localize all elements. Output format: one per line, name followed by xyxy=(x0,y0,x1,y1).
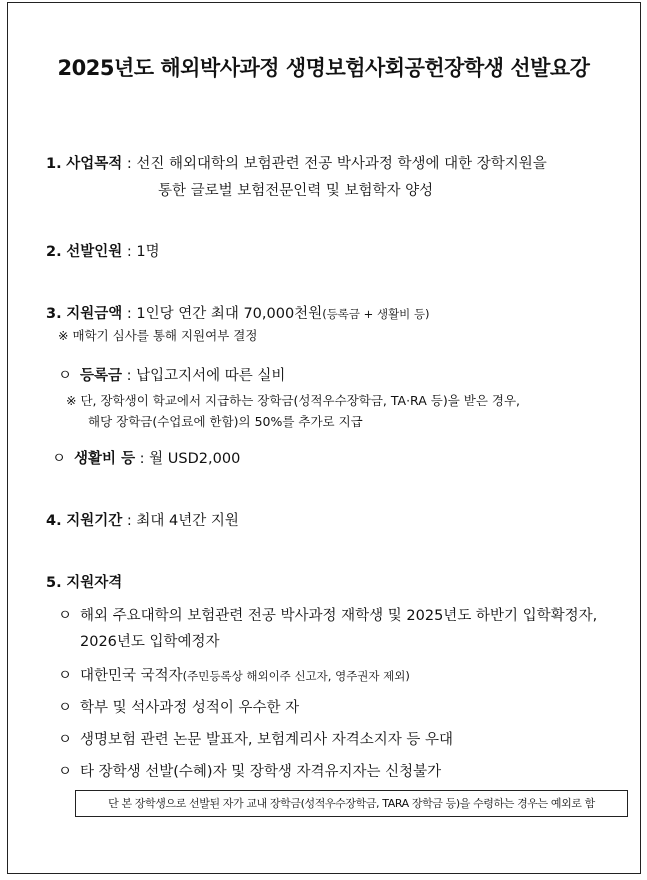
bullet-marker: ㅇ xyxy=(58,368,73,384)
amount-note: ※ 매학기 심사를 통해 지원여부 결정 xyxy=(58,328,258,343)
notice-box xyxy=(75,790,628,817)
section-heading: 선발인원 xyxy=(66,244,123,260)
bullet-marker: ㅇ xyxy=(58,764,73,780)
eligibility-item xyxy=(58,760,441,781)
section-number: 5. xyxy=(46,575,62,591)
eligibility-item-text: 생명보험 관련 논문 발표자, 보험계리사 자격소지자 등 우대 xyxy=(80,732,454,748)
living-row xyxy=(52,447,240,468)
bullet-marker: ㅇ xyxy=(58,668,73,684)
section-period xyxy=(46,509,239,530)
eligibility-item xyxy=(58,728,453,749)
section-heading: 지원자격 xyxy=(66,575,123,591)
section-text-paren: (등록금 + 생활비 등) xyxy=(322,307,430,321)
living-text: : 월 USD2,000 xyxy=(135,451,241,467)
living-heading: 생활비 등 xyxy=(74,451,136,467)
section-amount xyxy=(46,302,430,323)
section-text: : 1인당 연간 최대 70,000천원 xyxy=(122,306,323,322)
notice-text: 단 본 장학생으로 선발된 자가 교내 장학금(성적우수장학금, TARA 장학금 등)을 수령하는 경우는 예외로 함 xyxy=(108,797,595,810)
bullet-marker: ㅇ xyxy=(58,608,73,624)
eligibility-item-text: 대한민국 국적자 xyxy=(80,668,183,684)
eligibility-item-line2: 2026년도 입학예정자 xyxy=(80,634,220,650)
section-text: : 선진 해외대학의 보험관련 전공 박사과정 학생에 대한 장학지원을 xyxy=(122,156,547,172)
tuition-note-line1: ※ 단, 장학생이 학교에서 지급하는 장학금(성적우수장학금, TA·RA 등)을 받은 경우, xyxy=(66,393,521,408)
section-quota xyxy=(46,240,160,261)
section-number: 4. xyxy=(46,513,62,529)
bullet-marker: ㅇ xyxy=(52,451,67,467)
section-text: : 1명 xyxy=(122,244,160,260)
eligibility-item xyxy=(58,604,597,625)
eligibility-item xyxy=(58,696,299,717)
eligibility-item-text: 해외 주요대학의 보험관련 전공 박사과정 재학생 및 2025년도 하반기 입학확정자, xyxy=(80,608,598,624)
section-heading: 지원기간 xyxy=(66,513,123,529)
section-purpose xyxy=(46,152,547,173)
section-heading: 사업목적 xyxy=(66,156,123,172)
eligibility-item xyxy=(58,664,410,685)
eligibility-item-text: 타 장학생 선발(수혜)자 및 장학생 자격유지자는 신청불가 xyxy=(80,764,442,780)
tuition-row xyxy=(58,364,285,385)
section-number: 2. xyxy=(46,244,62,260)
section-number: 3. xyxy=(46,306,62,322)
section-heading: 지원금액 xyxy=(66,306,123,322)
section-eligibility xyxy=(46,571,122,592)
tuition-note-line2: 해당 장학금(수업료에 한함)의 50%를 추가로 지급 xyxy=(88,414,363,429)
eligibility-item-paren: (주민등록상 해외이주 신고자, 영주권자 제외) xyxy=(182,669,410,683)
bullet-marker: ㅇ xyxy=(58,732,73,748)
tuition-heading: 등록금 xyxy=(80,368,123,384)
eligibility-item-text: 학부 및 석사과정 성적이 우수한 자 xyxy=(80,700,300,716)
bullet-marker: ㅇ xyxy=(58,700,73,716)
section-number: 1. xyxy=(46,156,62,172)
section-purpose-line2: 통한 글로벌 보험전문인력 및 보험학자 양성 xyxy=(158,183,434,199)
tuition-text: : 납입고지서에 따른 실비 xyxy=(122,368,286,384)
document-title: 2025년도 해외박사과정 생명보험사회공헌장학생 선발요강 xyxy=(57,56,590,80)
section-text: : 최대 4년간 지원 xyxy=(122,513,239,529)
